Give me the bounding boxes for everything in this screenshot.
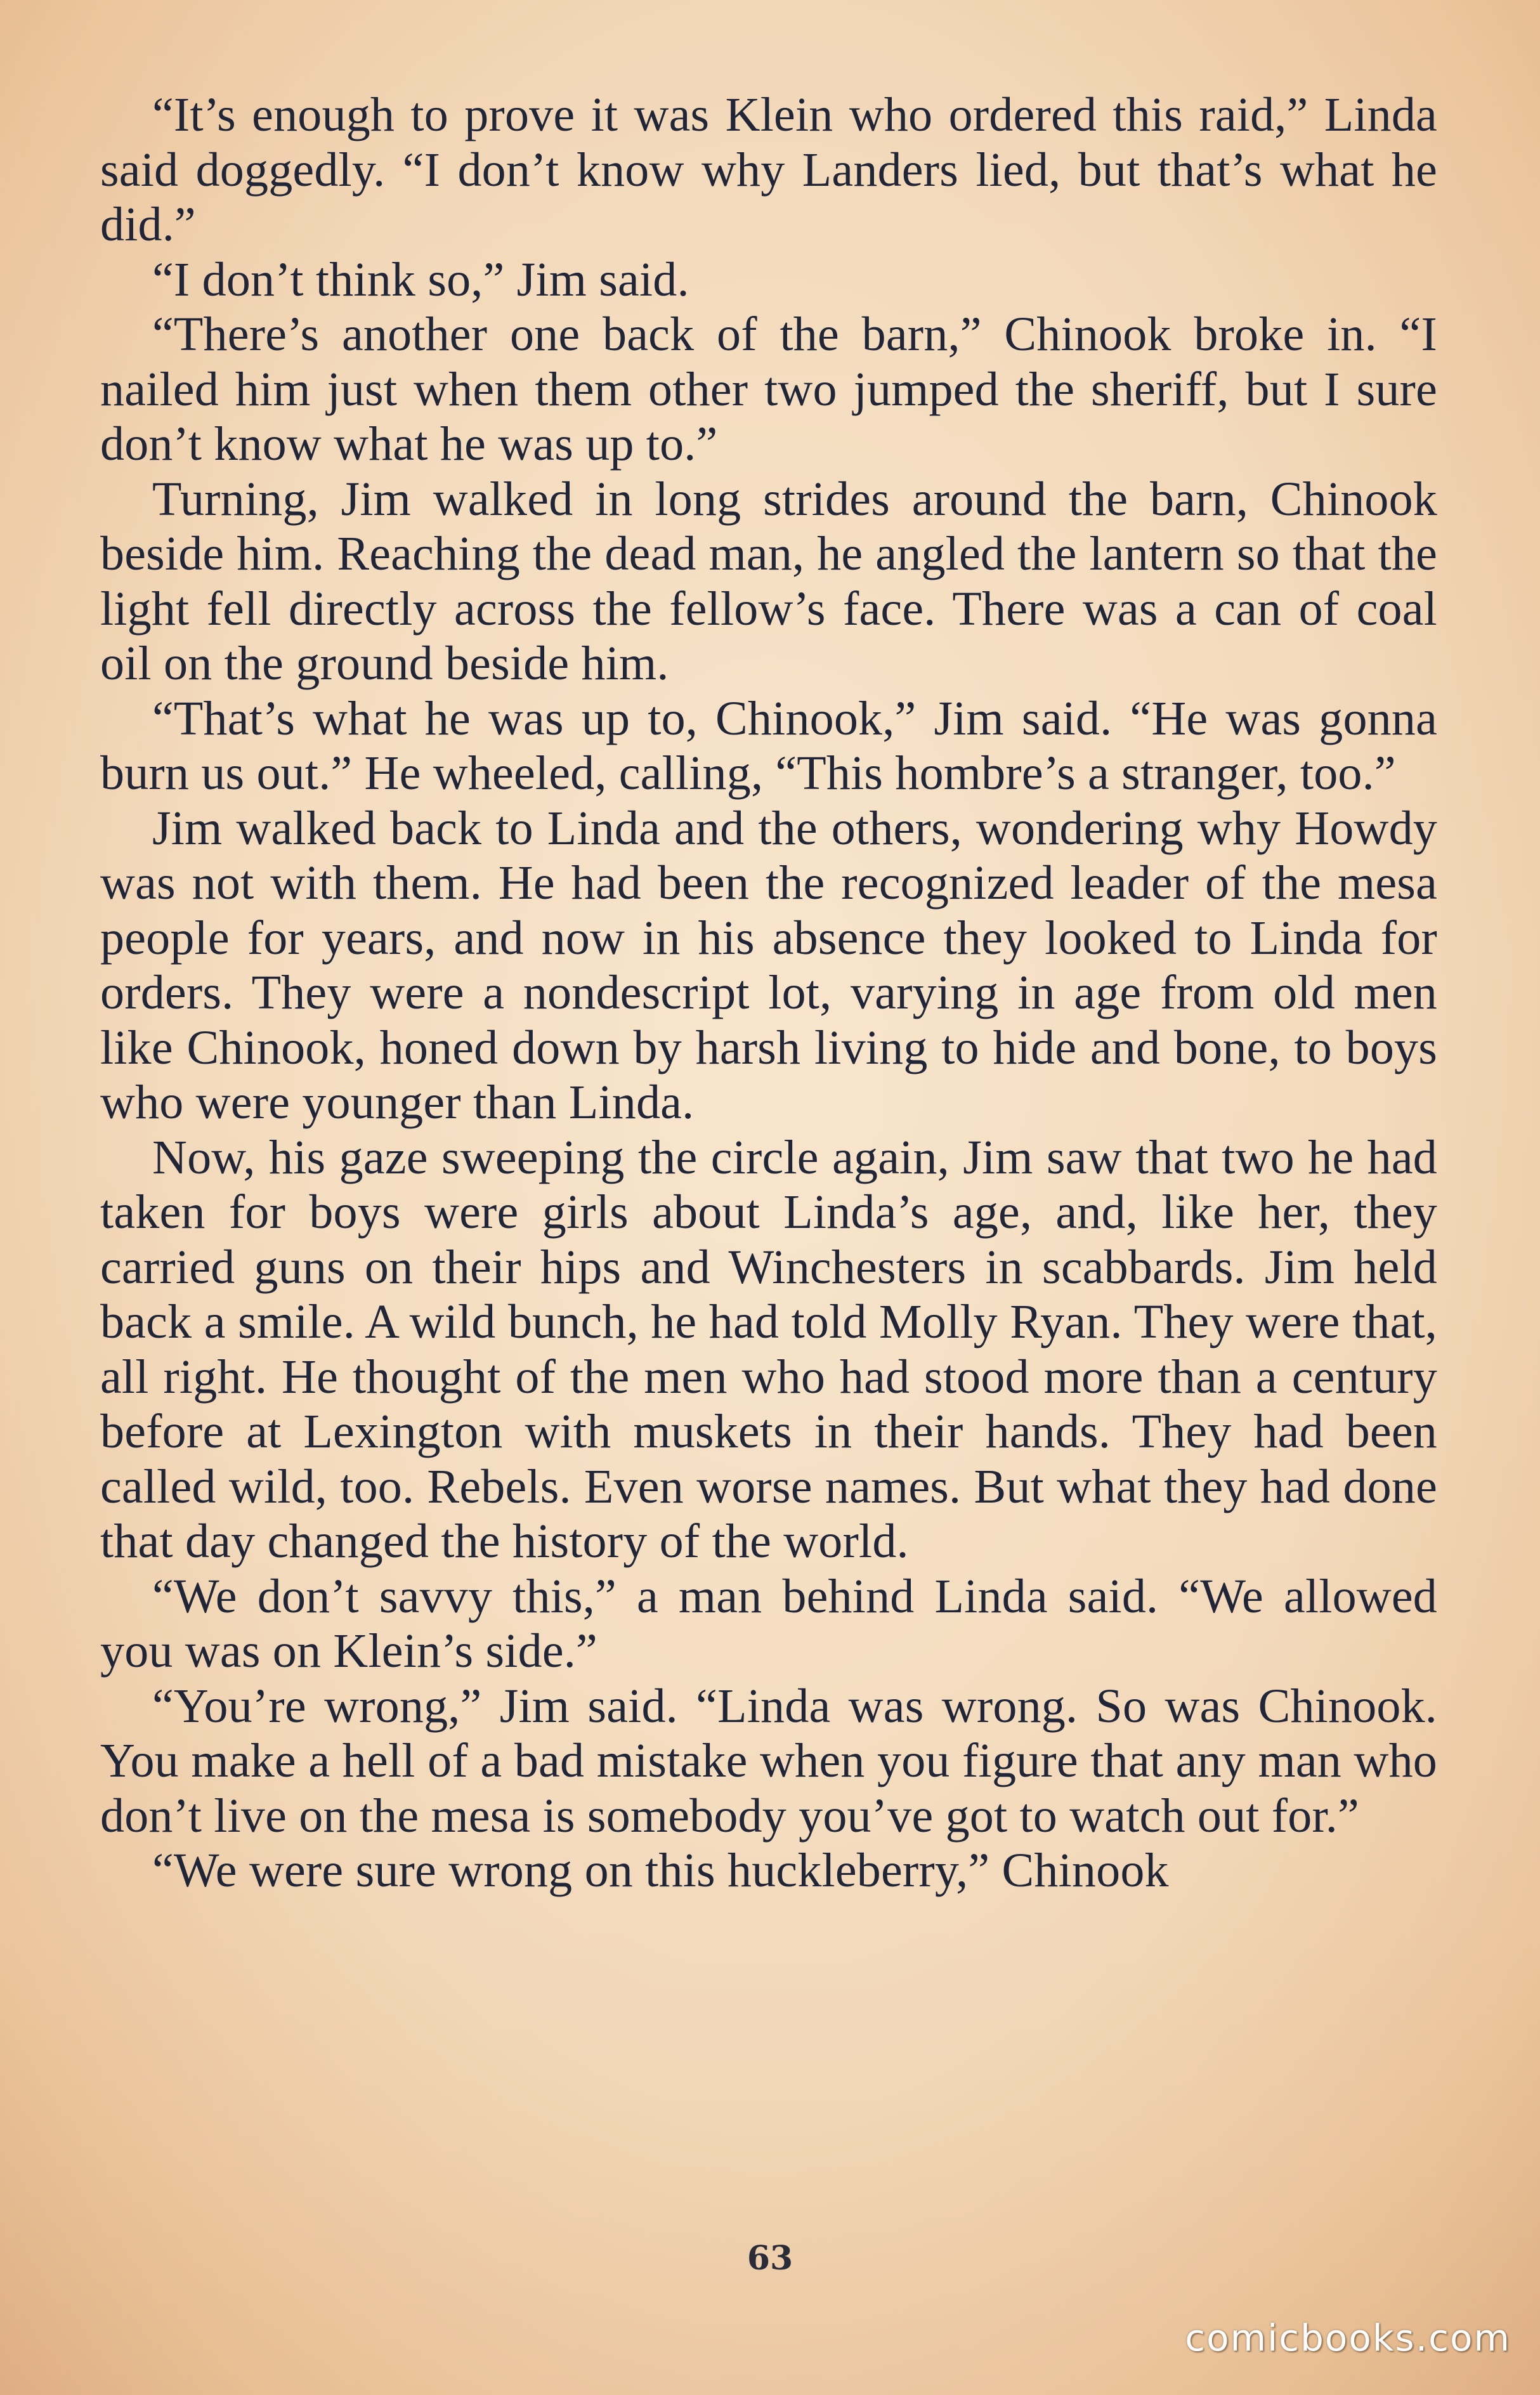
- paragraph: Now, his gaze sweeping the circle again, Jim saw that two he had taken for boys were girls about Linda’s age, and, like her, they carried guns on their hips and Winchesters in scabbards. Jim held back a smile. A wild bunch, he had told Molly Ryan. They were that, all right. He thought of the men who had stood more than a century before at Lexington with muskets in their hands. They had been called wild, too. Rebels. Even worse names. But what they had done that day changed the history of the world.: [100, 1130, 1437, 1568]
- paragraph: “There’s another one back of the barn,” Chinook broke in. “I nailed him just when them other two jumped the sheriff, but I sure don’t know what he was up to.”: [100, 308, 1437, 471]
- paragraph: “We were sure wrong on this huckleberry,” Chinook: [152, 1844, 1169, 1897]
- watermark: comicbooks.com: [1185, 2316, 1511, 2359]
- paragraph: “We don’t savvy this,” a man behind Linda said. “We allowed you was on Klein’s side.”: [100, 1569, 1437, 1678]
- paragraph: Turning, Jim walked in long strides around the barn, Chinook beside him. Reaching the dead man, he angled the lantern so that the light fell directly across the fellow’s face. There was a can of coal oil on the ground beside him.: [100, 472, 1437, 690]
- paragraph: “You’re wrong,” Jim said. “Linda was wrong. So was Chinook. You make a hell of a bad mistake when you figure that any man who don’t live on the mesa is somebody you’ve got to watch out for.”: [100, 1679, 1437, 1843]
- body-text: [100, 88, 1437, 1898]
- paragraph: “I don’t think so,” Jim said.: [152, 252, 689, 306]
- paragraph: “That’s what he was up to, Chinook,” Jim said. “He was gonna burn us out.” He wheeled, calling, “This hombre’s a stranger, too.”: [100, 691, 1437, 800]
- page-number: 63: [747, 2239, 793, 2278]
- paragraph: Jim walked back to Linda and the others, wondering why Howdy was not with them. He had been the recognized leader of the mesa people for years, and now in his absence they looked to Linda for orders. They were a nondescript lot, varying in age from old men like Chinook, honed down by harsh living to hide and bone, to boys who were younger than Linda.: [100, 801, 1437, 1129]
- paragraph: “It’s enough to prove it was Klein who ordered this raid,” Linda said doggedly. “I don’t know why Landers lied, but that’s what he did.”: [100, 88, 1437, 251]
